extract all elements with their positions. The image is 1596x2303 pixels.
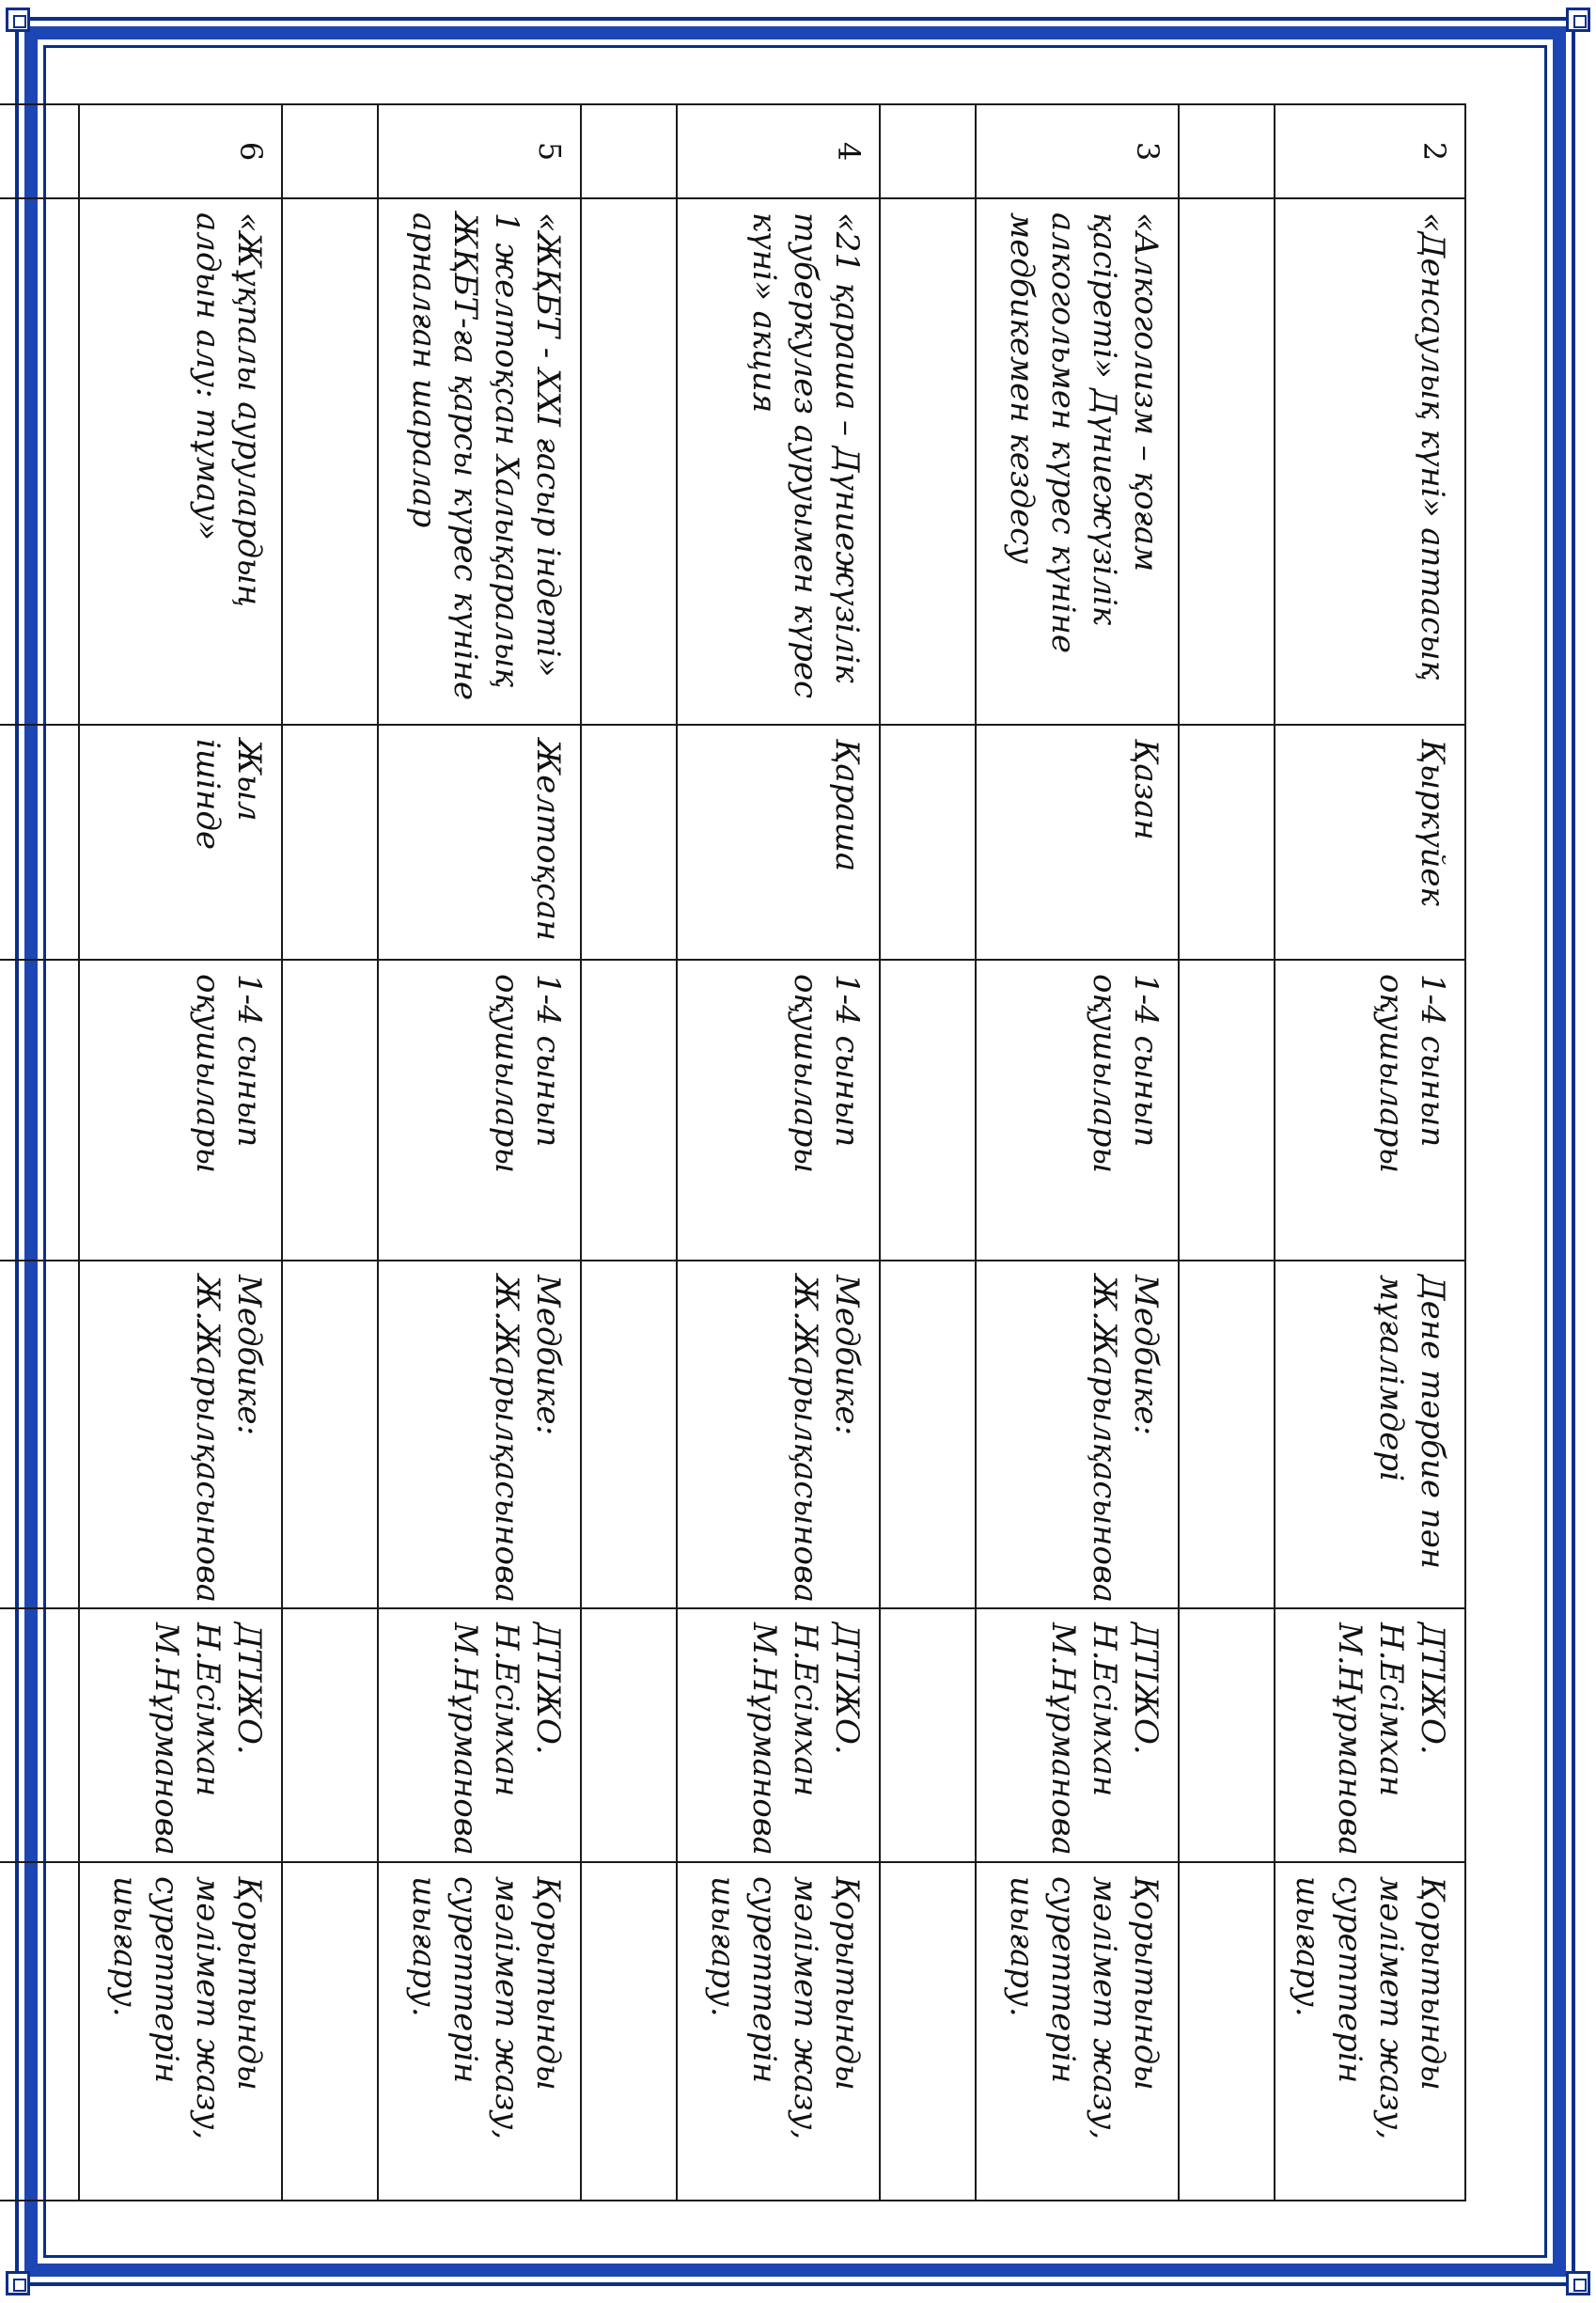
row-number: 2: [1275, 104, 1465, 198]
cell-control: [79, 1608, 282, 1862]
date-line: Қараша: [828, 739, 867, 872]
result-line: суреттерін: [446, 1876, 484, 2084]
control-line: М.Нұрманова: [147, 1622, 185, 1856]
rotated-page-content: [105, 103, 1466, 2200]
cell-control: [1275, 1608, 1465, 1862]
cell-date: [1275, 725, 1465, 960]
cell-event: [976, 198, 1179, 725]
event-line: алдын алу: тұмау»: [189, 212, 227, 540]
control-line: М.Нұрманова: [1043, 1622, 1082, 1856]
audience-line: 1-4 сынып: [828, 974, 867, 1148]
event-line: алкогольмен күрес күніне: [1043, 212, 1082, 653]
audience-line: оқушылары: [1371, 974, 1410, 1174]
empty-cell: [581, 104, 677, 198]
responsible-line: Медбике:: [828, 1275, 867, 1436]
cell-responsible: [79, 1261, 282, 1608]
cell-audience: [677, 960, 880, 1261]
responsible-line: Ж.Жарылқасынова: [189, 1275, 227, 1604]
audience-line: оқушылары: [1086, 974, 1124, 1174]
control-line: ДТІЖО.: [1414, 1622, 1451, 1755]
event-line: ЖҚБТ-ға қарсы күрес күніне: [446, 212, 484, 700]
empty-cell: [282, 960, 378, 1261]
event-line: медбикемен кездесу: [1002, 212, 1041, 564]
cell-control: [976, 1608, 1179, 1862]
table-spacer-row: [0, 104, 79, 2201]
empty-cell: [880, 1261, 976, 1608]
row-number: 6: [79, 104, 282, 198]
control-line: Н.Есімхан: [488, 1622, 526, 1797]
empty-cell: [282, 1862, 378, 2201]
audience-line: оқушылары: [189, 974, 227, 1174]
date-line: Жыл: [230, 739, 269, 822]
result-line: Қорытынды: [230, 1876, 269, 2091]
table-row: [677, 104, 880, 2201]
result-line: шығару.: [105, 1876, 144, 2017]
empty-cell: [880, 104, 976, 198]
cell-date: [79, 725, 282, 960]
responsible-line: Медбике:: [1127, 1275, 1166, 1436]
row-number: 3: [976, 104, 1179, 198]
event-line: «Денсаулық күні» аптаcық: [1414, 212, 1451, 681]
result-line: мәлімет жазу,: [189, 1876, 227, 2140]
empty-cell: [581, 1862, 677, 2201]
control-line: М.Нұрманова: [1330, 1622, 1369, 1856]
event-line: қасіреті» Дүниежүзілік: [1086, 212, 1124, 626]
empty-cell: [581, 198, 677, 725]
cell-result: [79, 1862, 282, 2201]
audience-line: 1-4 сынып: [529, 974, 568, 1148]
responsible-line: Ж.Жарылқасынова: [787, 1275, 825, 1604]
empty-cell: [0, 198, 79, 725]
result-line: шығару.: [703, 1876, 742, 2017]
empty-cell: [880, 1608, 976, 1862]
event-line: 1 желтоқсан Халықаралық: [488, 212, 526, 688]
cell-result: [976, 1862, 1179, 2201]
empty-cell: [1179, 198, 1275, 725]
control-line: Н.Есімхан: [1086, 1622, 1124, 1797]
control-line: ДТІЖО.: [1127, 1622, 1166, 1755]
empty-cell: [1179, 1261, 1275, 1608]
cell-audience: [1275, 960, 1465, 1261]
result-line: Қорытынды: [1127, 1876, 1166, 2091]
result-line: Қорытынды: [1414, 1876, 1451, 2091]
row-number: 4: [677, 104, 880, 198]
table-spacer-row: [880, 104, 976, 2201]
event-line: «Алкоголизм – қоғам: [1127, 212, 1166, 572]
result-line: суреттерін: [147, 1876, 185, 2084]
cell-control: [677, 1608, 880, 1862]
empty-cell: [880, 725, 976, 960]
result-line: суреттерін: [744, 1876, 783, 2084]
event-line: арналған шаралар: [404, 212, 443, 528]
result-line: мәлімет жазу,: [488, 1876, 526, 2140]
event-line: «Жұқпалы аурулардың: [230, 212, 269, 607]
responsible-line: мұғалімдері: [1371, 1275, 1410, 1482]
result-line: мәлімет жазу,: [1371, 1876, 1410, 2140]
empty-cell: [0, 1608, 79, 1862]
cell-audience: [378, 960, 581, 1261]
table-spacer-row: [282, 104, 378, 2201]
responsible-line: Медбике:: [529, 1275, 568, 1436]
cell-result: [378, 1862, 581, 2201]
empty-cell: [1179, 1862, 1275, 2201]
cell-responsible: [976, 1261, 1179, 1608]
cell-result: [1275, 1862, 1465, 2201]
empty-cell: [282, 104, 378, 198]
control-line: ДТІЖО.: [529, 1622, 568, 1755]
date-line: Қыркүйек: [1414, 739, 1451, 906]
empty-cell: [1179, 1608, 1275, 1862]
empty-cell: [0, 725, 79, 960]
cell-event: [677, 198, 880, 725]
row-number: 5: [378, 104, 581, 198]
cell-control: [378, 1608, 581, 1862]
empty-cell: [282, 725, 378, 960]
control-line: Н.Есімхан: [1371, 1622, 1410, 1797]
result-line: Қорытынды: [529, 1876, 568, 2091]
audience-line: 1-4 сынып: [230, 974, 269, 1148]
empty-cell: [581, 1608, 677, 1862]
event-line: «21 қараша – Дүниежүзілік: [828, 212, 867, 683]
responsible-line: Медбике:: [230, 1275, 269, 1436]
table-row: [378, 104, 581, 2201]
result-line: мәлімет жазу,: [787, 1876, 825, 2140]
table-spacer-row: [1179, 104, 1275, 2201]
date-line: ішінде: [189, 739, 227, 851]
cell-event: [378, 198, 581, 725]
audience-line: 1-4 сынып: [1127, 974, 1166, 1148]
table-row: [1275, 104, 1465, 2201]
audience-line: 1-4 сынып: [1414, 974, 1451, 1148]
cell-event: [1275, 198, 1465, 725]
cell-event: [79, 198, 282, 725]
cell-date: [677, 725, 880, 960]
cell-audience: [79, 960, 282, 1261]
empty-cell: [1179, 960, 1275, 1261]
corner-ornament-bottom-left: [6, 2271, 30, 2295]
empty-cell: [282, 1608, 378, 1862]
empty-cell: [0, 104, 79, 198]
empty-cell: [581, 1261, 677, 1608]
result-line: суреттерін: [1043, 1876, 1082, 2084]
empty-cell: [581, 960, 677, 1261]
empty-cell: [0, 960, 79, 1261]
empty-cell: [0, 1261, 79, 1608]
corner-ornament-top-right: [1566, 8, 1590, 32]
result-line: суреттерін: [1330, 1876, 1369, 2084]
result-line: шығару.: [1289, 1876, 1327, 2017]
control-line: М.Нұрманова: [446, 1622, 484, 1856]
cell-result: [677, 1862, 880, 2201]
result-line: Қорытынды: [828, 1876, 867, 2091]
responsible-line: Дене тәрбие пән: [1414, 1275, 1451, 1570]
table-row: [79, 104, 282, 2201]
events-table: [0, 103, 1466, 2201]
cell-date: [378, 725, 581, 960]
date-line: Қазан: [1127, 739, 1166, 840]
result-line: мәлімет жазу,: [1086, 1876, 1124, 2140]
empty-cell: [581, 725, 677, 960]
control-line: Н.Есімхан: [189, 1622, 227, 1797]
control-line: Н.Есімхан: [787, 1622, 825, 1797]
corner-ornament-bottom-right: [1566, 2271, 1590, 2295]
event-line: күні» акция: [744, 212, 783, 414]
empty-cell: [880, 960, 976, 1261]
corner-ornament-top-left: [6, 8, 30, 32]
control-line: ДТІЖО.: [230, 1622, 269, 1755]
control-line: М.Нұрманова: [744, 1622, 783, 1856]
empty-cell: [0, 1862, 79, 2201]
cell-responsible: [1275, 1261, 1465, 1608]
event-line: «ЖҚБТ - XXI ғасыр індеті»: [529, 212, 568, 678]
result-line: шығару.: [404, 1876, 443, 2017]
cell-responsible: [677, 1261, 880, 1608]
result-line: шығару.: [1002, 1876, 1041, 2017]
empty-cell: [880, 1862, 976, 2201]
cell-date: [976, 725, 1179, 960]
event-line: туберкулез ауруымен күрес: [787, 212, 825, 699]
date-line: Желтоқсан: [529, 739, 568, 941]
empty-cell: [880, 198, 976, 725]
audience-line: оқушылары: [787, 974, 825, 1174]
audience-line: оқушылары: [488, 974, 526, 1174]
table-row: [976, 104, 1179, 2201]
table-spacer-row: [581, 104, 677, 2201]
cell-audience: [976, 960, 1179, 1261]
control-line: ДТІЖО.: [828, 1622, 867, 1755]
responsible-line: Ж.Жарылқасынова: [1086, 1275, 1124, 1604]
empty-cell: [1179, 104, 1275, 198]
empty-cell: [1179, 725, 1275, 960]
empty-cell: [282, 198, 378, 725]
empty-cell: [282, 1261, 378, 1608]
cell-responsible: [378, 1261, 581, 1608]
responsible-line: Ж.Жарылқасынова: [488, 1275, 526, 1604]
